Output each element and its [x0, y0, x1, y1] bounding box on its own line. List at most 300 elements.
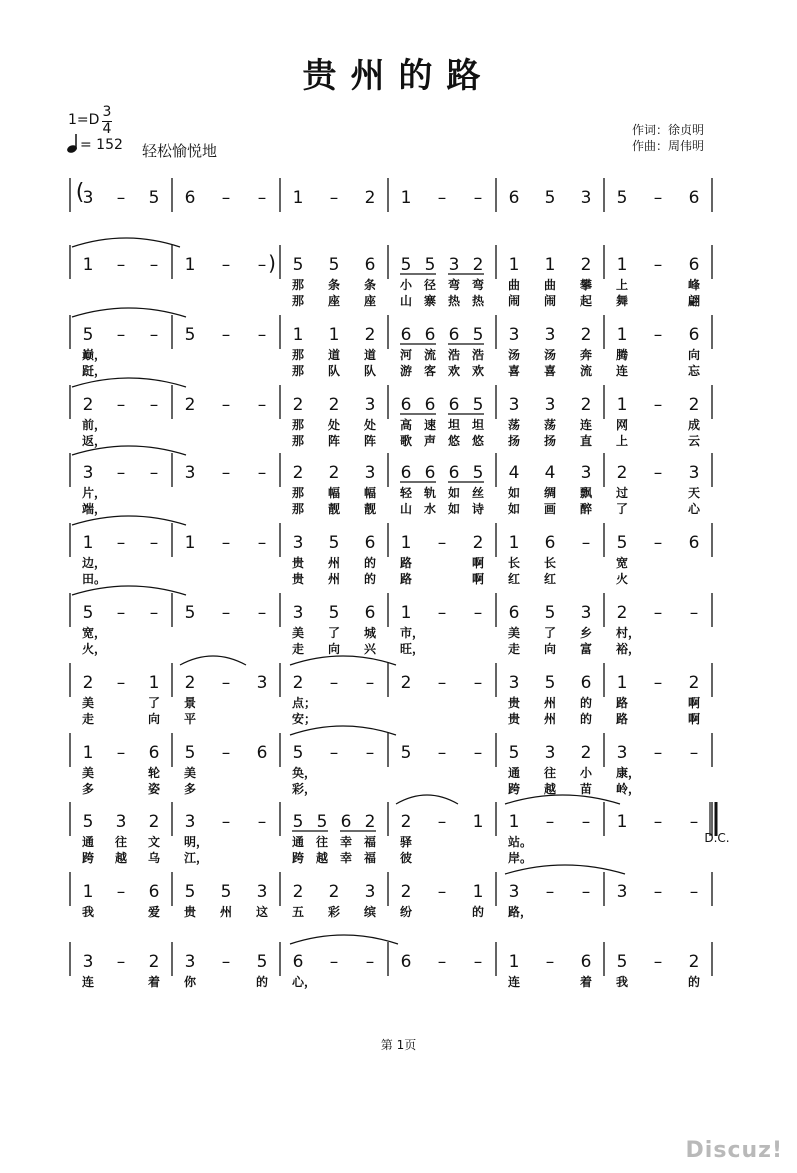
lyric-verse-1: 坦 — [447, 418, 461, 432]
lyric-verse-1: 那 — [291, 278, 305, 292]
lyric-verse-2: 客 — [423, 364, 437, 378]
dash-sustain: – — [473, 673, 483, 693]
lyric-verse-1: 贵 — [291, 556, 305, 570]
lyric-verse-1: 州 — [327, 556, 341, 570]
dash-sustain: – — [329, 673, 339, 693]
da-capo-marking: D.C. — [704, 831, 730, 845]
time-signature-numerator: 3 — [102, 104, 112, 120]
note-digit: 3 — [544, 395, 556, 415]
note-digit: 1 — [508, 533, 520, 553]
lyric-verse-2: 忘 — [687, 364, 701, 378]
dash-sustain: – — [257, 255, 267, 275]
lyric-verse-1: 长 — [507, 556, 521, 570]
note-digit: 6 — [400, 395, 412, 415]
lyric-verse-1: 连 — [81, 975, 95, 989]
lyric-verse-1: 幸 — [339, 835, 353, 849]
dash-sustain: – — [653, 255, 663, 275]
lyric-verse-1: 啊 — [471, 556, 485, 570]
note-digit: 5 — [472, 395, 484, 415]
lyric-verse-2: 了 — [615, 502, 629, 516]
lyric-verse-1: 的 — [579, 696, 593, 710]
note-digit: 1 — [508, 952, 520, 972]
lyric-verse-1: 条 — [327, 278, 341, 292]
dash-sustain: – — [116, 533, 126, 553]
note-digit: 3 — [580, 188, 592, 208]
dash-sustain: – — [221, 463, 231, 483]
note-digit: 2 — [328, 463, 340, 483]
note-digit: 1 — [82, 743, 94, 763]
lyric-verse-2: 翩 — [687, 294, 701, 308]
note-digit: 3 — [364, 882, 376, 902]
lyric-verse-1: 路 — [615, 696, 629, 710]
dash-sustain: – — [437, 952, 447, 972]
note-digit: 6 — [400, 952, 412, 972]
note-digit: 1 — [472, 882, 484, 902]
lyric-verse-1: 曲 — [543, 278, 557, 292]
note-digit: 3 — [82, 952, 94, 972]
dash-sustain: – — [473, 743, 483, 763]
lyric-verse-2: 走 — [81, 712, 95, 726]
expression-marking: 轻松愉悦地 — [142, 142, 218, 160]
dash-sustain: – — [545, 812, 555, 832]
note-digit: 6 — [424, 463, 436, 483]
dash-sustain: – — [149, 533, 159, 553]
lyric-verse-1: 你 — [183, 975, 197, 989]
note-digit: 5 — [82, 603, 94, 623]
dash-sustain: – — [437, 882, 447, 902]
note-digit: 2 — [688, 952, 700, 972]
lyric-verse-1: 轻 — [399, 486, 413, 500]
note-digit: 3 — [256, 882, 268, 902]
song-title: 贵州的路 — [302, 56, 495, 96]
lyric-verse-1: 美 — [507, 626, 521, 640]
note-digit: 6 — [424, 325, 436, 345]
lyric-verse-1: 小 — [579, 766, 593, 780]
lyric-verse-1: 宽， — [81, 626, 107, 640]
note-digit: 3 — [580, 463, 592, 483]
note-digit: 1 — [82, 533, 94, 553]
dash-sustain: – — [653, 882, 663, 902]
note-digit: 6 — [448, 325, 460, 345]
note-digit: 5 — [328, 603, 340, 623]
note-digit: 2 — [364, 812, 376, 832]
lyric-verse-2: 热 — [471, 294, 485, 308]
lyric-verse-1: 飘 — [579, 486, 593, 500]
dash-sustain: – — [653, 533, 663, 553]
lyric-verse-2: 山 — [399, 294, 413, 308]
lyric-verse-1: 如 — [507, 486, 521, 500]
note-digit: 6 — [688, 325, 700, 345]
lyric-verse-2: 如 — [447, 502, 461, 516]
lyric-verse-1: 的 — [363, 556, 377, 570]
lyric-verse-2: 火 — [615, 572, 629, 586]
lyric-verse-2: 心 — [687, 502, 701, 516]
note-digit: 1 — [616, 673, 628, 693]
dash-sustain: – — [149, 463, 159, 483]
lyric-verse-2: 舞 — [615, 294, 629, 308]
dash-sustain: – — [116, 325, 126, 345]
lyric-verse-2: 贵 — [291, 572, 305, 586]
dash-sustain: – — [437, 812, 447, 832]
note-digit: 5 — [544, 188, 556, 208]
note-digit: 6 — [148, 743, 160, 763]
lyric-verse-1: 彩 — [327, 905, 341, 919]
note-digit: 2 — [292, 673, 304, 693]
note-digit: 3 — [544, 743, 556, 763]
lyric-verse-2: 座 — [363, 294, 377, 308]
lyric-verse-1: 纷 — [399, 905, 413, 919]
lyric-verse-1: 片， — [81, 486, 107, 500]
lyric-verse-1: 我 — [615, 975, 629, 989]
note-digit: 5 — [472, 325, 484, 345]
lyric-verse-2: 火， — [81, 642, 107, 656]
lyric-verse-1: 攀 — [579, 278, 593, 292]
lyric-verse-1: 路， — [507, 905, 533, 919]
dash-sustain: – — [653, 603, 663, 623]
note-digit: 6 — [340, 812, 352, 832]
note-digit: 5 — [220, 882, 232, 902]
note-digit: 2 — [364, 325, 376, 345]
note-digit: 2 — [292, 882, 304, 902]
dash-sustain: – — [116, 395, 126, 415]
dash-sustain: – — [149, 603, 159, 623]
lyric-verse-1: 峰 — [687, 278, 701, 292]
note-digit: 2 — [184, 673, 196, 693]
lyric-verse-1: 州 — [543, 696, 557, 710]
note-digit: 2 — [82, 395, 94, 415]
note-digit: 6 — [448, 395, 460, 415]
lyric-verse-1: 网 — [615, 418, 629, 432]
lyric-verse-2: 跨 — [81, 851, 95, 865]
lyric-verse-2: 啊 — [471, 572, 485, 586]
lyric-verse-1: 的 — [687, 975, 701, 989]
note-digit: 2 — [400, 882, 412, 902]
note-digit: 6 — [400, 325, 412, 345]
note-digit: 3 — [364, 463, 376, 483]
lyric-verse-1: 上 — [615, 278, 629, 292]
note-digit: 4 — [544, 463, 556, 483]
lyric-verse-1: 连 — [579, 418, 593, 432]
note-digit: 1 — [292, 325, 304, 345]
lyric-verse-2: 向 — [327, 642, 341, 656]
lyric-verse-2: 欢 — [471, 364, 485, 378]
note-digit: 5 — [544, 673, 556, 693]
note-digit: 6 — [292, 952, 304, 972]
lyric-verse-1: 驿 — [399, 835, 413, 849]
lyric-verse-2: 江， — [183, 851, 209, 865]
lyric-verse-1: 浩 — [471, 348, 485, 362]
note-digit: 3 — [184, 463, 196, 483]
note-digit: 2 — [82, 673, 94, 693]
dash-sustain: – — [437, 603, 447, 623]
dash-sustain: – — [257, 325, 267, 345]
lyric-verse-1: 明， — [183, 835, 209, 849]
lyric-verse-1: 贵 — [507, 696, 521, 710]
tie-slur — [180, 656, 246, 665]
dash-sustain: – — [116, 743, 126, 763]
lyric-verse-1: 城 — [363, 626, 377, 640]
lyric-verse-1: 村， — [615, 626, 641, 640]
lyric-verse-2: 喜 — [543, 364, 557, 378]
lyric-verse-2: 多 — [183, 782, 197, 796]
lyric-verse-2: 越 — [315, 851, 329, 865]
dash-sustain: – — [653, 952, 663, 972]
lyric-verse-1: 成 — [687, 418, 701, 432]
dash-sustain: – — [653, 812, 663, 832]
lyric-verse-2: 那 — [291, 294, 305, 308]
note-digit: 1 — [184, 255, 196, 275]
lyric-verse-2: 歌 — [399, 434, 413, 448]
note-digit: 3 — [292, 603, 304, 623]
dash-sustain: – — [653, 188, 663, 208]
lyric-verse-2: 扬 — [507, 434, 521, 448]
lyric-verse-1: 啊 — [687, 696, 701, 710]
lyric-verse-2: 端， — [81, 502, 107, 516]
dash-sustain: – — [437, 743, 447, 763]
dash-sustain: – — [653, 325, 663, 345]
lyric-verse-2: 那 — [291, 502, 305, 516]
note-digit: 5 — [316, 812, 328, 832]
composer-credit: 作曲：周伟明 — [632, 139, 705, 153]
dash-sustain: – — [221, 255, 231, 275]
lyric-verse-2: 上 — [615, 434, 629, 448]
time-signature-denominator: 4 — [102, 121, 112, 137]
dash-sustain: – — [437, 673, 447, 693]
lyric-verse-1: 处 — [327, 418, 341, 432]
dash-sustain: – — [221, 325, 231, 345]
dash-sustain: – — [689, 743, 699, 763]
lyric-verse-1: 美 — [183, 766, 197, 780]
lyric-verse-1: 了 — [147, 696, 161, 710]
dash-sustain: – — [365, 952, 375, 972]
lyric-verse-2: 热 — [447, 294, 461, 308]
dash-sustain: – — [329, 743, 339, 763]
lyric-verse-2: 兴 — [363, 642, 377, 656]
lyric-verse-2: 富 — [579, 642, 593, 656]
dash-sustain: – — [473, 188, 483, 208]
dash-sustain: – — [257, 188, 267, 208]
lyric-verse-2: 座 — [327, 294, 341, 308]
lyric-verse-1: 速 — [423, 418, 437, 432]
note-digit: 3 — [508, 882, 520, 902]
note-digit: 6 — [688, 255, 700, 275]
lyric-verse-2: 越 — [543, 782, 557, 796]
tie-slur — [290, 935, 398, 944]
note-digit: 6 — [256, 743, 268, 763]
dash-sustain: – — [437, 188, 447, 208]
note-digit: 6 — [508, 603, 520, 623]
note-digit: 2 — [580, 325, 592, 345]
note-digit: 1 — [400, 603, 412, 623]
page-number: 第 1页 — [380, 1038, 417, 1052]
lyric-verse-1: 美 — [81, 696, 95, 710]
lyric-verse-2: 向 — [543, 642, 557, 656]
lyric-verse-1: 市， — [399, 626, 425, 640]
lyric-verse-1: 五 — [291, 905, 305, 919]
lyric-verse-1: 通 — [291, 835, 305, 849]
note-digit: 2 — [328, 395, 340, 415]
lyric-verse-1: 巅， — [81, 348, 107, 362]
dash-sustain: – — [689, 812, 699, 832]
dash-sustain: – — [545, 882, 555, 902]
lyric-verse-1: 站。 — [507, 835, 533, 849]
note-digit: 1 — [508, 812, 520, 832]
lyric-verse-2: 路 — [399, 572, 413, 586]
note-digit: 3 — [364, 395, 376, 415]
lyric-verse-1: 弯 — [471, 278, 485, 292]
dash-sustain: – — [221, 952, 231, 972]
dash-sustain: – — [329, 188, 339, 208]
lyric-verse-1: 往 — [543, 766, 557, 780]
lyric-verse-1: 条 — [363, 278, 377, 292]
lyric-verse-2: 乌 — [147, 851, 161, 865]
dash-sustain: – — [149, 395, 159, 415]
note-digit: 6 — [184, 188, 196, 208]
lyric-verse-2: 平 — [183, 712, 197, 726]
lyric-verse-2: 扬 — [543, 434, 557, 448]
lyric-verse-2: 的 — [363, 572, 377, 586]
note-digit: 1 — [544, 255, 556, 275]
dash-sustain: – — [257, 603, 267, 623]
lyric-verse-1: 处 — [363, 418, 377, 432]
dash-sustain: – — [689, 603, 699, 623]
lyric-verse-1: 着 — [579, 975, 593, 989]
lyric-verse-1: 浩 — [447, 348, 461, 362]
dash-sustain: – — [545, 952, 555, 972]
note-digit: 3 — [115, 812, 127, 832]
lyric-verse-1: 点； — [291, 696, 317, 710]
lyric-verse-2: 如 — [507, 502, 521, 516]
note-digit: 1 — [82, 255, 94, 275]
tie-slur — [290, 656, 396, 665]
lyric-verse-1: 长 — [543, 556, 557, 570]
lyric-verse-1: 幅 — [363, 486, 377, 500]
dash-sustain: – — [257, 395, 267, 415]
lyric-verse-1: 通 — [81, 835, 95, 849]
note-digit: 2 — [292, 395, 304, 415]
lyric-verse-1: 美 — [81, 766, 95, 780]
intro-close-paren: ) — [268, 251, 276, 275]
tie-slur — [72, 516, 186, 525]
lyric-verse-1: 荡 — [507, 418, 521, 432]
note-digit: 6 — [400, 463, 412, 483]
lyric-verse-1: 向 — [687, 348, 701, 362]
note-digit: 3 — [508, 395, 520, 415]
dash-sustain: – — [581, 882, 591, 902]
lyric-verse-2: 队 — [327, 364, 341, 378]
note-digit: 5 — [82, 812, 94, 832]
lyric-verse-2: 州 — [327, 572, 341, 586]
lyric-verse-1: 康， — [615, 766, 641, 780]
lyric-verse-1: 河 — [399, 348, 413, 362]
note-digit: 1 — [82, 882, 94, 902]
lyric-verse-1: 美 — [291, 626, 305, 640]
note-digit: 5 — [256, 952, 268, 972]
lyric-verse-2: 红 — [507, 572, 521, 586]
lyric-verse-1: 过 — [615, 486, 629, 500]
lyric-verse-2: 声 — [423, 434, 437, 448]
dash-sustain: – — [116, 673, 126, 693]
note-digit: 5 — [292, 743, 304, 763]
dash-sustain: – — [149, 325, 159, 345]
note-digit: 1 — [400, 533, 412, 553]
note-digit: 3 — [580, 603, 592, 623]
lyric-verse-1: 流 — [423, 348, 437, 362]
dash-sustain: – — [116, 463, 126, 483]
intro-open-paren: ( — [75, 180, 85, 205]
lyric-verse-1: 通 — [507, 766, 521, 780]
dash-sustain: – — [365, 673, 375, 693]
dash-sustain: – — [221, 743, 231, 763]
dash-sustain: – — [365, 743, 375, 763]
lyric-verse-2: 岭， — [615, 782, 641, 796]
lyric-verse-2: 阵 — [363, 434, 377, 448]
note-digit: 3 — [256, 673, 268, 693]
lyric-verse-2: 流 — [579, 364, 593, 378]
dash-sustain: – — [581, 533, 591, 553]
note-digit: 2 — [472, 533, 484, 553]
dash-sustain: – — [116, 188, 126, 208]
note-digit: 5 — [184, 743, 196, 763]
note-digit: 5 — [184, 882, 196, 902]
note-digit: 6 — [688, 533, 700, 553]
note-digit: 6 — [364, 603, 376, 623]
lyric-verse-2: 山 — [399, 502, 413, 516]
note-digit: 5 — [82, 325, 94, 345]
lyric-verse-1: 幅 — [327, 486, 341, 500]
lyric-verse-2: 水 — [423, 502, 437, 516]
lyric-verse-2: 诗 — [471, 502, 485, 516]
lyric-verse-2: 连 — [615, 364, 629, 378]
lyric-verse-1: 连 — [507, 975, 521, 989]
note-digit: 2 — [148, 812, 160, 832]
lyric-verse-1: 汤 — [543, 348, 557, 362]
lyric-verse-2: 走 — [507, 642, 521, 656]
lyric-verse-2: 直 — [579, 434, 593, 448]
lyric-verse-2: 那 — [291, 364, 305, 378]
note-digit: 5 — [292, 812, 304, 832]
lyric-verse-1: 了 — [327, 626, 341, 640]
note-digit: 2 — [616, 603, 628, 623]
lyric-verse-2: 贵 — [507, 712, 521, 726]
lyric-verse-2: 起 — [579, 294, 593, 308]
note-digit: 3 — [616, 743, 628, 763]
lyric-verse-1: 爱 — [147, 905, 161, 919]
note-digit: 4 — [508, 463, 520, 483]
site-watermark: Discuz! — [685, 1138, 783, 1163]
lyric-verse-2: 安； — [291, 712, 317, 726]
lyric-verse-2: 画 — [543, 502, 557, 516]
dash-sustain: – — [221, 603, 231, 623]
lyric-verse-1: 高 — [399, 418, 413, 432]
note-digit: 1 — [616, 395, 628, 415]
note-digit: 2 — [148, 952, 160, 972]
lyric-verse-1: 往 — [114, 835, 128, 849]
lyric-verse-1: 天 — [687, 486, 701, 500]
note-digit: 5 — [616, 188, 628, 208]
lyric-verse-2: 红 — [543, 572, 557, 586]
note-digit: 3 — [292, 533, 304, 553]
note-digit: 6 — [508, 188, 520, 208]
dash-sustain: – — [329, 952, 339, 972]
note-digit: 5 — [400, 743, 412, 763]
lyric-verse-2: 寨 — [423, 294, 437, 308]
lyric-verse-2: 向 — [147, 712, 161, 726]
note-digit: 2 — [580, 255, 592, 275]
lyric-verse-2: 云 — [687, 434, 701, 448]
lyric-verse-1: 绸 — [543, 486, 557, 500]
dash-sustain: – — [149, 255, 159, 275]
